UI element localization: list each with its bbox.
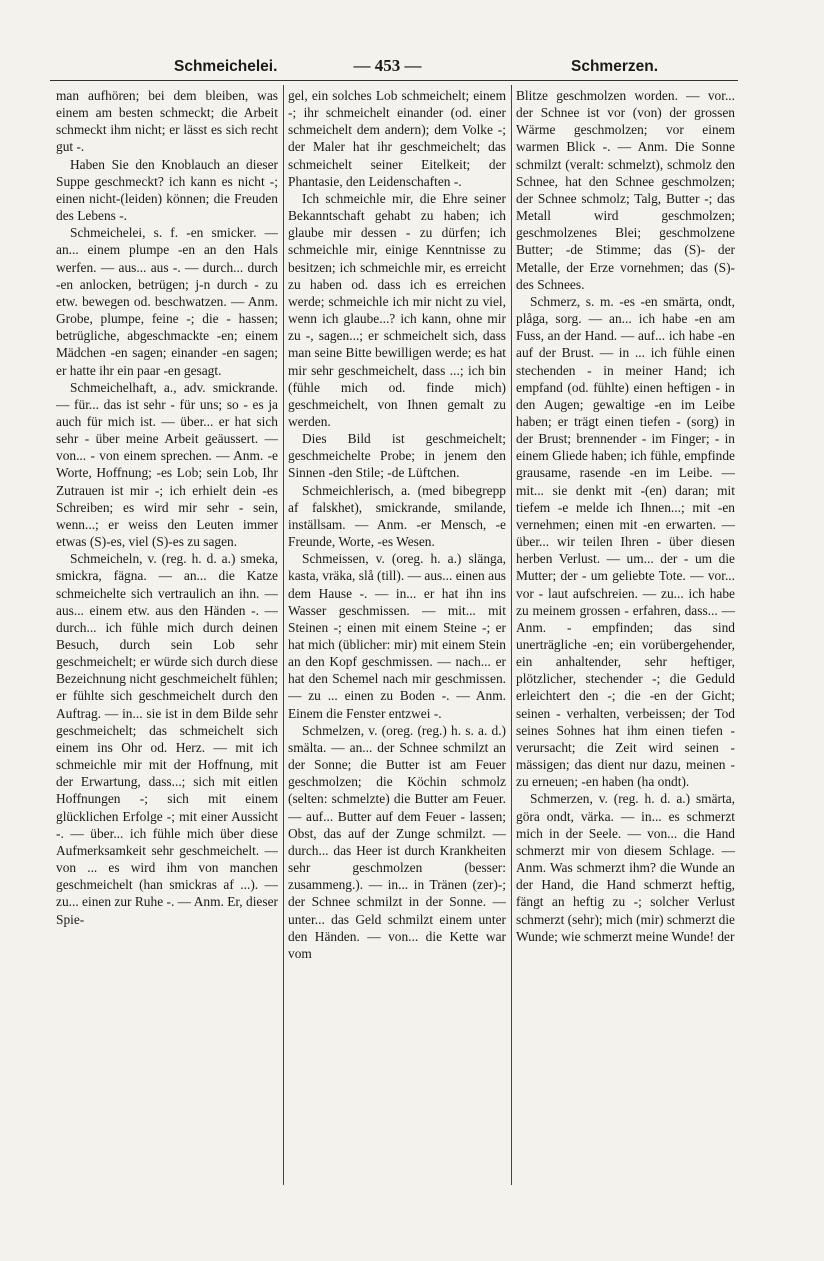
entry-schmeichlerisch: Schmeichlerisch, a. (med bibegrepp af falskhet), smickrande, smilande, inställsam. — Anm. -er Mensch, -e Freunde, Worte, -es Wesen. — [288, 482, 506, 550]
paragraph: man aufhören; bei dem bleiben, was einem am besten schmeckt; die Arbeit schmeckt ihm nicht; er lässt es sich recht gut -. — [56, 88, 278, 155]
page-header — [50, 50, 740, 76]
header-rule — [50, 80, 738, 81]
column-divider-1 — [283, 85, 284, 1185]
column-divider-2 — [511, 85, 512, 1185]
entry-schmerz: Schmerz, s. m. -es -en smärta, ondt, plåga, sorg. — an... ich habe -en am Fuss, an der Hand. — auf... ich habe -en auf der Brust. — in ... ich fühle einen stechenden - in meiner Hand; ich empfand (od. fühlte) einen heftigen - in den Augen; gewaltige -en im Leibe haben; er trägt einen tiefen - (sorg) in der Brust; brennender - im Finger; - in einem Gliede haben; ich fühle, empfinde grausame, rasende -en im Leibe. — mit... sie denkt mit -(en) daran; mit tiefem -e melde ich Ihnen...; mit -en vernehmen; einen mit -en erwarten. — über... wir teilen Ihren - über diesen herben Verlust. — um... der - um die Mutter; der - um geliebte Tote. — vor... vor - laut aufschreien. — zu... ich habe zu meinem grossen - erfahren, dass... — Anm. - empfinden; das sind unerträgliche -en; ein vorübergehender, ein anhaltender, sehr heftiger, plötzlicher, stechender -; die Geduld erleichtert den -; die -en der Gicht; seinen - verhalten, verbeissen; der Tod seines Sohnes hat ihm einen tiefen - verursacht; die Zeit wird seinen - mässigen; das dient nur dazu, meinen - zu erneuen; -en haben (ha ondt). — [516, 293, 735, 790]
entry-schmeicheln: Schmeicheln, v. (reg. h. d. a.) smeka, smickra, fägna. — an... die Katze schmeichelte sich vertraulich an ihn. — aus... einem etw. aus den Händen -. — durch... ich fühle mich durch deinen Besuch, durch sein Lob sehr geschmeichelt; er würde sich durch diese Bezeichnung nicht geschmeichelt fühlen; er fühlte sich geschmeichelt durch den Auftrag. — in... sie ist in dem Bilde sehr geschmeichelt; das schmeichelt sich einem ins Ohr od. Herz. — mit ich schmeichle mir mit der Hoffnung, mit der Erwartung, dass...; sich mit eitlen Hoffnungen -; sich mit einem glücklichen Erfolge -; mit einer Aussicht -. — über... ich fühle mich über diese Aufmerksamkeit sehr geschmeichelt. — von ... es wird ihm von manchen geschmeichelt (han smickras af ...). — zu... einen zur Ruhe -. — Anm. Er, dieser Spie- — [56, 551, 278, 927]
entry-schmelzen: Schmelzen, v. (oreg. (reg.) h. s. a. d.) smälta. — an... der Schnee schmilzt an der Sonne; die Butter ist am Feuer geschmolzen; die Köchin schmolz (selten: schmelzte) die Butter am Feuer. — auf... Butter auf dem Feuer - lassen; Obst, das auf der Zunge schmilzt. — durch... das Heer ist durch Krankheiten sehr geschmolzen (besser: zusammeng.). — in... in Tränen (zer)-; der Schnee schmilzt in der Sonne. — unter... das Geld schmilzt einem unter den Händen. — von... die Kette war vom — [288, 722, 506, 961]
entry-schmeichelhaft: Schmeichelhaft, a., adv. smickrande. — für... das ist sehr - für uns; so - es ja auch für mich ist. — über... er hat sich sehr - über meine Arbeit geäussert. — von... - von einem sprechen. — Anm. -e Worte, Hoffnung; -es Lob; sein Lob, Ihr Zutrauen ist mir -; ich erhielt dein -es Schreiben; es wird mir sehr - sein, wenn...; er weiss den Leuten immer etwas (S)-es, viel (S)-es zu sagen. — [56, 379, 278, 550]
paragraph: Blitze geschmolzen worden. — vor... der Schnee ist vor (von) der grossen Wärme geschmolzen; vor einem warmen Blick -. — Anm. Die Sonne schmilzt (veralt: schmelzt), schmolz den Schnee, hat den Schnee geschmolzen; der Schnee schmolz; Talg, Butter -; das Metall wird geschmolzen; geschmolzenes Blei; geschmolzene Butter; -de Stimme; das (S)- der Metalle, der Erze vornehmen; das (S)-des Schnees. — [516, 88, 735, 292]
column-3 — [516, 87, 735, 1187]
paragraph: gel, ein solches Lob schmeichelt; einem -; ihr schmeichelt einander (od. einer schmeichelt dem andern); dem Volke -; der Maler hat ihr geschmeichelt; das schmeichelt seiner Eitelkeit; der Phantasie, den Leidenschaften -. — [288, 88, 506, 189]
header-left-keyword: Schmeichelei. — [174, 58, 278, 75]
entry-schmeissen: Schmeissen, v. (oreg. h. a.) slänga, kasta, vräka, slå (till). — aus... einen aus dem Hause -. — in... er hat ihn ins Wasser geschmissen. — mit... mit Steinen -; einen mit einem Steine -; er hat mich (üblicher: mir) mit einem Stein an den Kopf geschmissen. — nach... er hat den Schemel nach mir geschmissen. — zu ... einen zu Boden -. — Anm. Einem die Fenster entzwei -. — [288, 551, 506, 721]
column-2 — [288, 87, 506, 1187]
column-1 — [56, 87, 278, 1187]
paragraph: Ich schmeichle mir, die Ehre seiner Bekanntschaft gehabt zu haben; ich glaube mir dessen - zu dürfen; ich schmeichle mir, einige Kenntnisse zu besitzen; ich schmeichle mir, es erreicht zu haben od. dass ich es erreichen werde; schmeichle ich mir nicht zu viel, wenn ich glaube...? ich kann, ohne mir zu -, sagen...; er schmeichelt sich, dass man seine Bitte bewilligen werde; es hat mir sehr geschmeichelt, dass ...; ich bin (fühle mich od. finde mich) geschmeichelt, von Ihnen gemalt zu werden. — [288, 190, 506, 429]
paragraph: Dies Bild ist geschmeichelt; geschmeichelte Probe; in jenem den Sinnen -den Stile; -de Lüftchen. — [288, 431, 506, 481]
page-number: — 453 — — [353, 56, 422, 75]
header-right-keyword: Schmerzen. — [571, 58, 659, 75]
entry-schmeichelei: Schmeichelei, s. f. -en smicker. — an... einem plumpe -en an den Hals werfen. — aus... aus -. — durch... durch -en anlocken, betrügen; j-n durch - zu etw. bewegen od. beschwatzen. — Anm. Grobe, plumpe, feine -; die - hassen; betrügliche, abgeschmackte -en; einem Mädchen -en sagen; einander -en sagen; er hatte ihr ein paar -en gesagt. — [56, 225, 278, 378]
paragraph: Haben Sie den Knoblauch an dieser Suppe geschmeckt? ich kann es nicht -; einen nicht-(leiden) können; die Freuden des Lebens -. — [56, 156, 278, 224]
entry-schmerzen: Schmerzen, v. (reg. h. d. a.) smärta, göra ondt, värka. — in... es schmerzt mich in der Seele. — von... die Hand schmerzt mir von diesem Schlage. — Anm. Was schmerzt ihm? die Wunde an der Hand, die Hand schmerzt heftig, fängt an heftig zu -; solcher Verlust schmerzt (sehr); mich (mir) schmerzt die Wunde; wie schmerzt meine Wunde! der — [516, 791, 735, 944]
